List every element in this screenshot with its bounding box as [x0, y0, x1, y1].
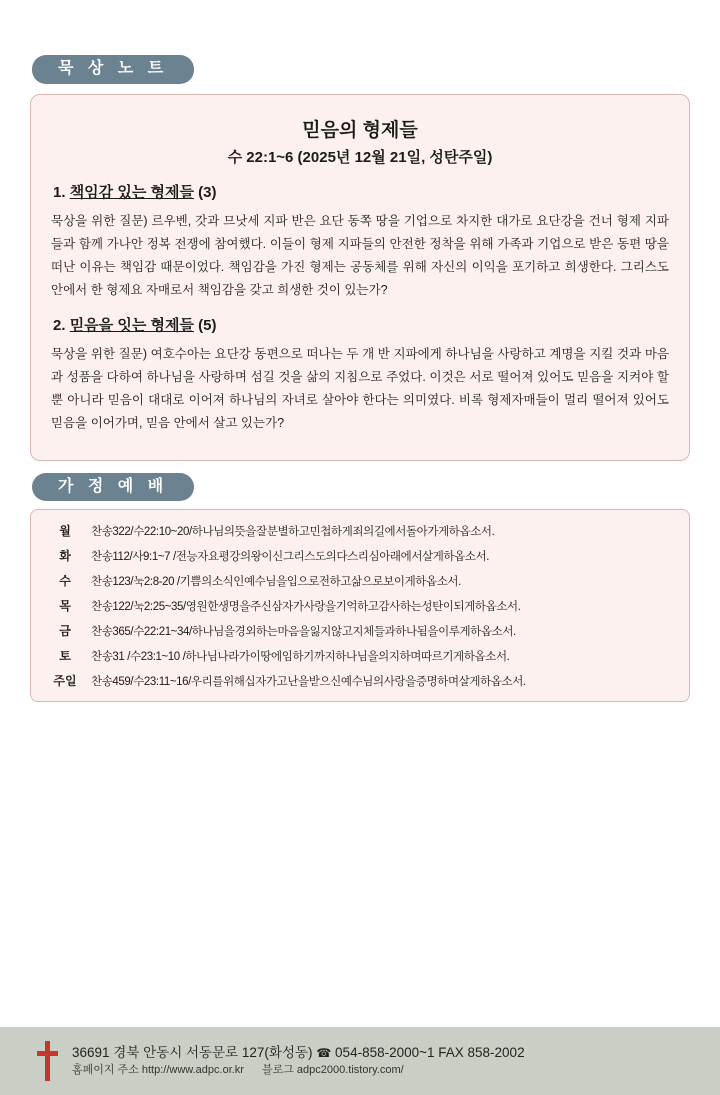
worship-box — [30, 509, 690, 702]
point-2-question-body: 여호수아는 요단강 동편으로 떠나는 두 개 반 지파에게 하나님을 사랑하고 계명을 지킬 것과 마음과 성품을 다하여 하나님을 사랑하며 섬길 것을 삶의 지침으로 주었다. 이것은 서로 떨어져 있어도 믿음을 지켜야 할 뿐 아니라 믿음이 대대로 이어져 하나님의 자녀로 살아야 한다는 의미였다. 비록 형제자매들이 멀리 떨어져 있어도 믿음을 이어가며, 믿음 안에서 살고 있는가? — [51, 347, 669, 431]
table-row — [41, 568, 679, 593]
worship-day: 토 — [59, 649, 71, 664]
worship-day: 수 — [59, 574, 71, 589]
worship-content: 찬송122/눅2:25~35/영원한생명을주신삼자가사랑을기억하고감사하는성탄이되게하옵소서. — [91, 600, 521, 613]
worship-content: 찬송322/수22:10~20/하나님의뜻을잘분별하고민첩하게죄의길에서돌아가게하옵소서. — [91, 525, 495, 538]
point-2-question-lead: 묵상을 위한 질문) — [51, 347, 147, 362]
point-2-title — [53, 314, 669, 335]
meditation-section-header — [32, 55, 720, 84]
point-1-question-lead: 묵상을 위한 질문) — [51, 213, 148, 228]
worship-day: 목 — [59, 599, 71, 614]
worship-content: 찬송112/사9:1~7 /전능자요평강의왕이신그리스도의다스리심아래에서살게하옵소서. — [91, 550, 490, 563]
cross-icon — [34, 1041, 60, 1081]
worship-pill-label: 가 정 예 배 — [32, 473, 194, 502]
table-row — [41, 668, 679, 693]
point-2-number: 2. — [53, 317, 66, 335]
table-row — [41, 618, 679, 643]
worship-content: 찬송459/수23:11~16/우리를위해십자가고난을받으신예수님의사랑을증명하며살게하옵소서. — [91, 675, 526, 688]
worship-day: 월 — [59, 524, 71, 539]
worship-section-header — [32, 473, 720, 502]
point-2-question — [51, 343, 669, 436]
worship-day: 금 — [59, 624, 71, 639]
footer-bar — [0, 1027, 720, 1095]
footer-text — [72, 1043, 525, 1079]
worship-table — [41, 518, 679, 693]
note-title: 믿음의 형제들 — [302, 119, 418, 141]
church-phone: 054-858-2000~1 FAX 858-2002 — [335, 1045, 525, 1061]
worship-day: 화 — [59, 549, 71, 564]
table-row — [41, 518, 679, 543]
table-row — [41, 593, 679, 618]
meditation-note-box — [30, 94, 690, 461]
homepage-link[interactable]: 홈페이지 주소 http://www.adpc.or.kr — [72, 1063, 244, 1076]
table-row — [41, 543, 679, 568]
table-row — [41, 643, 679, 668]
worship-content: 찬송123/눅2:8-20 /기쁨의소식인예수님을입으로전하고삶으로보이게하옵소서. — [91, 575, 461, 588]
footer-contact-line — [72, 1043, 525, 1063]
church-address: 36691 경북 안동시 서동문로 127(화성동) — [72, 1045, 313, 1061]
point-1-heading: 책임감 있는 형제들 — [69, 183, 194, 201]
bulletin-page — [0, 55, 720, 1095]
worship-content: 찬송31 /수23:1~10 /하나님나라가이땅에임하기까지하나님을의지하며따르기게하옵소서. — [91, 650, 510, 663]
point-2-heading: 믿음을 잇는 형제들 — [69, 317, 194, 335]
note-subtitle: 수 22:1~6 (2025년 12월 21일, 성탄주일) — [227, 148, 493, 166]
footer-web-line — [72, 1063, 525, 1079]
blog-link[interactable]: 블로그 adpc2000.tistory.com/ — [261, 1063, 404, 1076]
phone-icon: ☎ — [316, 1046, 332, 1061]
point-1-count: (3) — [198, 183, 217, 201]
meditation-pill-label: 묵 상 노 트 — [32, 55, 194, 84]
point-1-title — [53, 181, 669, 202]
worship-content: 찬송365/수22:21~34/하나님을경외하는마음을잃지않고지체들과하나됨을이루게하옵소서. — [91, 625, 516, 638]
worship-day: 주일 — [53, 674, 77, 689]
point-1-question — [51, 210, 669, 303]
point-2-count: (5) — [198, 317, 217, 335]
point-1-number: 1. — [53, 183, 66, 201]
point-1-question-body: 르우벤, 갓과 므낫세 지파 반은 요단 동쪽 땅을 기업으로 차지한 대가로 요단강을 건너 형제 지파들과 함께 가나안 정복 전쟁에 참여했다. 이들이 형제 지파들의 안전한 정착을 위해 가족과 기업으로 받은 동편 땅을 떠난 이유는 책임감 때문이었다. 책임감을 가진 형제는 공동체를 위해 자신의 이익을 포기하고 희생한다. 그리스도 안에서 한 형제요 자매로서 책임감을 갖고 희생한 것이 있는가? — [51, 213, 669, 297]
